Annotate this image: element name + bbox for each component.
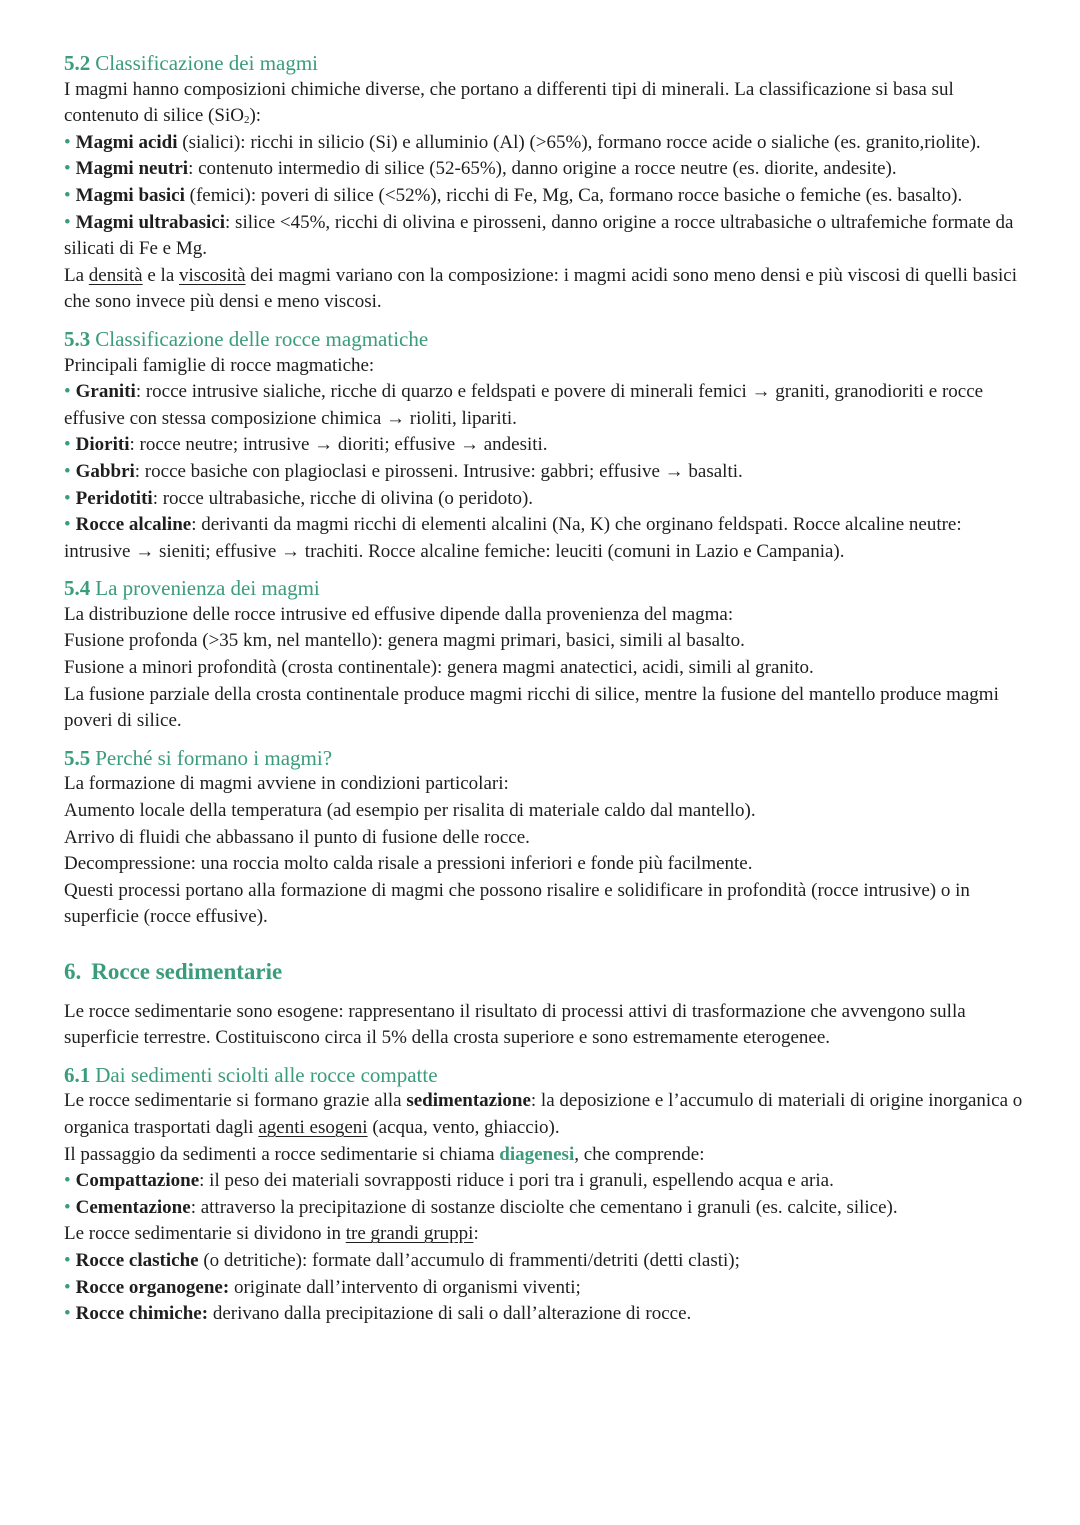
bold-term: Cementazione	[75, 1196, 191, 1218]
text-run: Le rocce sedimentarie si formano grazie alla	[64, 1090, 407, 1112]
paragraph	[64, 1142, 1026, 1169]
bullet-marker: •	[64, 487, 71, 509]
section-title: Classificazione delle rocce magmatiche	[95, 326, 429, 351]
bullet-marker: •	[64, 131, 71, 153]
bullet-marker: •	[64, 158, 71, 180]
section-number: 6.	[64, 959, 82, 984]
bold-term: Gabbri	[75, 460, 135, 482]
bullet-item	[64, 1275, 1026, 1302]
text-run: : silice <45%, ricchi di olivina e pirosseni, danno origine a rocce ultrabasiche o ultrafemiche formate da silicati di Fe e Mg.	[64, 211, 1014, 260]
bold-term: sedimentazione	[406, 1090, 531, 1112]
section-title: Classificazione dei magmi	[95, 51, 319, 75]
section-5-2	[64, 50, 1026, 316]
paragraph	[64, 878, 1026, 931]
bullet-marker: •	[64, 381, 71, 403]
text-run: I magmi hanno composizioni chimiche diverse, che portano a differenti tipi di minerali. La classificazione si basa sul contenuto di silice (SiO	[64, 78, 954, 127]
text-run: Fusione a minori profondità (crosta continentale): genera magmi anatectici, acidi, simili al granito.	[64, 657, 814, 679]
bullet-item	[64, 130, 1026, 157]
bullet-item	[64, 210, 1026, 263]
bold-term: Rocce alcaline	[75, 514, 192, 536]
text-run: : rocce ultrabasiche, ricche di olivina (o peridoto).	[152, 487, 534, 509]
bullet-item	[64, 1168, 1026, 1195]
text-run: derivano dalla precipitazione di sali o dall’alterazione di rocce.	[208, 1303, 692, 1325]
text-run: originate dall’intervento di organismi viventi;	[229, 1276, 581, 1298]
text-run: :	[473, 1223, 479, 1245]
bold-term: Dioriti	[75, 434, 130, 456]
bullet-item	[64, 486, 1026, 513]
bullet-item	[64, 432, 1026, 459]
bullet-marker: •	[64, 514, 71, 536]
bullet-marker: •	[64, 1249, 71, 1271]
bold-term: Magmi acidi	[75, 131, 178, 153]
section-5-5	[64, 745, 1026, 931]
bullet-item	[64, 459, 1026, 486]
bullet-item	[64, 1248, 1026, 1275]
paragraph	[64, 851, 1026, 878]
bullet-item	[64, 379, 1026, 432]
bold-term: Compattazione	[75, 1170, 200, 1192]
section-5-3	[64, 326, 1026, 565]
bullet-marker: •	[64, 460, 71, 482]
bold-term: Magmi neutri	[75, 158, 189, 180]
text-run: (femici): poveri di silice (<52%), ricchi di Fe, Mg, Ca, formano rocce basiche o femiche (es. basalto).	[184, 184, 963, 206]
section-title: Dai sedimenti sciolti alle rocce compatte	[95, 1062, 438, 1087]
section-heading	[64, 745, 1026, 772]
underlined-term: agenti esogeni	[258, 1116, 368, 1138]
paragraph	[64, 825, 1026, 852]
bullet-item	[64, 1195, 1026, 1222]
paragraph	[64, 353, 1026, 380]
paragraph	[64, 77, 1026, 130]
text-run: dei magmi variano con la composizione: i magmi acidi sono meno densi e più viscosi di quelli basici che sono invece più densi e meno viscosi.	[64, 264, 1017, 313]
text-run: La distribuzione delle rocce intrusive ed effusive dipende dalla provenienza del magma:	[64, 603, 734, 625]
paragraph	[64, 655, 1026, 682]
section-6-1	[64, 1062, 1026, 1328]
section-number: 5.3	[64, 326, 91, 351]
bullet-marker: •	[64, 1276, 71, 1298]
chapter-heading	[64, 959, 1026, 986]
bullet-marker: •	[64, 1196, 71, 1218]
paragraph	[64, 628, 1026, 655]
bullet-item	[64, 512, 1026, 565]
text-run: (o detritiche): formate dall’accumulo di frammenti/detriti (detti clasti);	[198, 1249, 740, 1271]
text-run: Le rocce sedimentarie si dividono in	[64, 1223, 346, 1245]
text-run: : rocce basiche con plagioclasi e pirosseni. Intrusive: gabbri; effusive → basalti.	[134, 460, 743, 482]
text-run: ):	[249, 105, 262, 127]
section-number: 5.2	[64, 51, 91, 75]
text-run: Fusione profonda (>35 km, nel mantello): genera magmi primari, basici, simili al basalto.	[64, 630, 745, 652]
text-run: : il peso dei materiali sovrapposti riduce i pori tra i granuli, espellendo acqua e aria.	[199, 1170, 834, 1192]
section-title: La provenienza dei magmi	[95, 576, 320, 601]
highlight-term: diagenesi	[499, 1143, 575, 1165]
section-heading	[64, 1062, 1026, 1089]
text-run: : rocce neutre; intrusive → dioriti; effusive → andesiti.	[129, 434, 548, 456]
document-page	[64, 50, 1026, 1328]
text-run: La	[64, 264, 89, 286]
underlined-term: viscosità	[179, 264, 246, 286]
text-run: La formazione di magmi avviene in condizioni particolari:	[64, 773, 509, 795]
bold-term: Rocce chimiche:	[75, 1303, 209, 1325]
bold-term: Graniti	[75, 381, 136, 403]
bullet-marker: •	[64, 1303, 71, 1325]
bold-term: Magmi basici	[75, 184, 185, 206]
paragraph	[64, 999, 1026, 1052]
section-title: Perché si formano i magmi?	[95, 745, 333, 770]
bullet-marker: •	[64, 184, 71, 206]
text-run: : rocce intrusive sialiche, ricche di quarzo e feldspati e povere di minerali femici → graniti, granodioriti e rocce effusive con stessa composizione chimica → rioliti, lipariti.	[64, 381, 984, 429]
subscript: 2	[243, 114, 250, 127]
bullet-item	[64, 183, 1026, 210]
text-run: , che comprende:	[574, 1143, 705, 1165]
bullet-marker: •	[64, 1170, 71, 1192]
text-run: La fusione parziale della crosta continentale produce magmi ricchi di silice, mentre la fusione del mantello produce magmi poveri di silice.	[64, 683, 999, 732]
bullet-marker: •	[64, 434, 71, 456]
text-run: Le rocce sedimentarie sono esogene: rappresentano il risultato di processi attivi di trasformazione che avvengono sulla superficie terrestre. Costituiscono circa il 5% della crosta superiore e sono estremamente eterogenee.	[64, 1000, 966, 1049]
text-run: (acqua, vento, ghiaccio).	[367, 1116, 560, 1138]
text-run: : contenuto intermedio di silice (52-65%), danno origine a rocce neutre (es. diorite, andesite).	[188, 158, 897, 180]
text-run: (sialici): ricchi in silicio (Si) e alluminio (Al) (>65%), formano rocce acide o sialiche (es. granito,riolite).	[177, 131, 981, 153]
section-number: 5.5	[64, 745, 91, 770]
text-run: Questi processi portano alla formazione di magmi che possono risalire e solidificare in profondità (rocce intrusive) o in superficie (rocce effusive).	[64, 879, 970, 928]
section-6	[64, 959, 1026, 1052]
bold-term: Peridotiti	[75, 487, 153, 509]
section-number: 6.1	[64, 1062, 91, 1087]
paragraph	[64, 682, 1026, 735]
paragraph	[64, 602, 1026, 629]
underlined-term: densità	[88, 264, 143, 286]
paragraph	[64, 1088, 1026, 1141]
text-run: Il passaggio da sedimenti a rocce sedimentarie si chiama	[64, 1143, 500, 1165]
paragraph	[64, 798, 1026, 825]
text-run: : attraverso la precipitazione di sostanze disciolte che cementano i granuli (es. calcite, silice).	[190, 1196, 898, 1218]
section-heading	[64, 575, 1026, 602]
paragraph	[64, 263, 1026, 316]
paragraph	[64, 771, 1026, 798]
section-heading	[64, 50, 1026, 77]
underlined-term: tre grandi gruppi	[345, 1223, 474, 1245]
text-run: e la	[142, 264, 180, 286]
section-5-4	[64, 575, 1026, 735]
bold-term: Rocce organogene:	[75, 1276, 230, 1298]
text-run: Arrivo di fluidi che abbassano il punto di fusione delle rocce.	[64, 826, 530, 848]
bullet-marker: •	[64, 211, 71, 233]
section-title: Rocce sedimentarie	[91, 959, 283, 984]
text-run: Aumento locale della temperatura (ad esempio per risalita di materiale caldo dal mantello).	[64, 800, 756, 822]
bold-term: Magmi ultrabasici	[75, 211, 226, 233]
paragraph	[64, 1221, 1026, 1248]
section-heading	[64, 326, 1026, 353]
bullet-item	[64, 156, 1026, 183]
bold-term: Rocce clastiche	[75, 1249, 199, 1271]
text-run: Principali famiglie di rocce magmatiche:	[64, 354, 375, 376]
text-run: : derivanti da magmi ricchi di elementi alcalini (Na, K) che orginano feldspati. Rocce alcaline neutre: intrusive → sieniti; effusive → trachiti. Rocce alcaline femiche: leuciti (comuni in Lazio e Campania).	[64, 514, 962, 562]
text-run: : la deposizione e l’accumulo di materiali di origine inorganica o organica trasportati dagli	[64, 1090, 1023, 1138]
section-number: 5.4	[64, 576, 91, 601]
text-run: Decompressione: una roccia molto calda risale a pressioni inferiori e fonde più facilmente.	[64, 853, 753, 875]
bullet-item	[64, 1301, 1026, 1328]
